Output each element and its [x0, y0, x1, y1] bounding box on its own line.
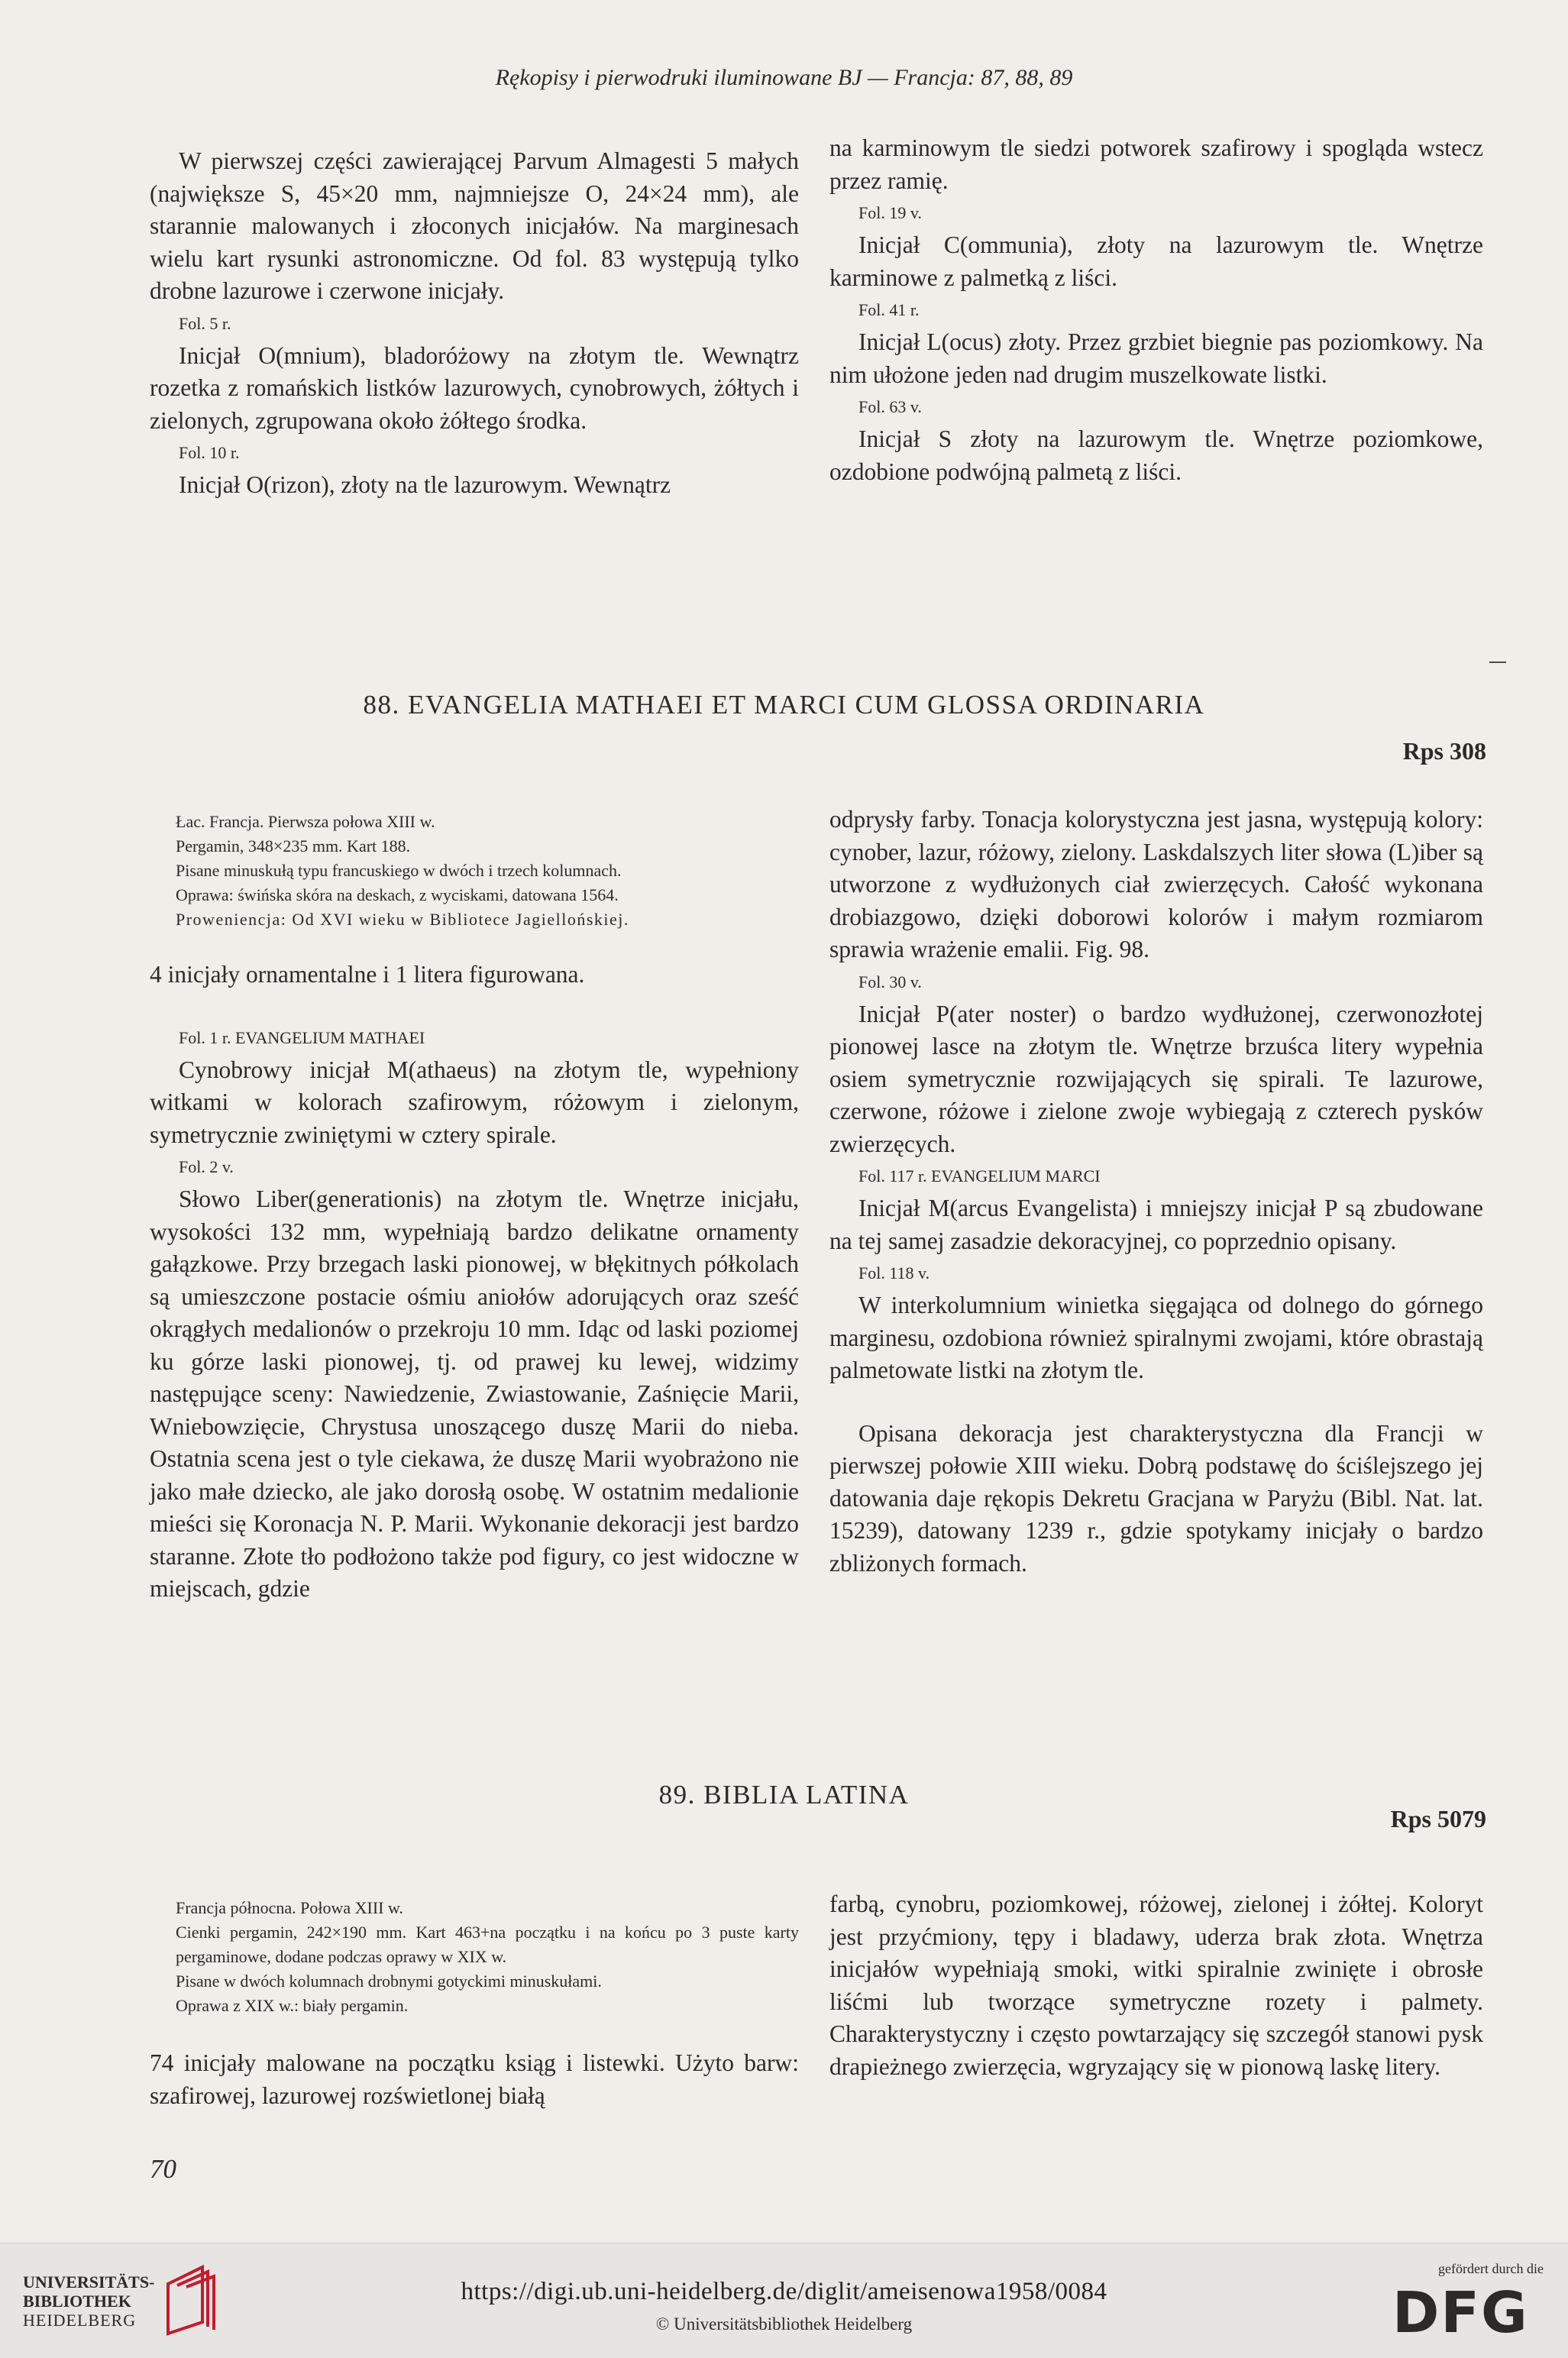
library-name: UNIVERSITÄTS- BIBLIOTHEK HEIDELBERG	[23, 2272, 155, 2330]
paragraph: Opisana dekoracja jest charakterystyczna dla Francji w pierwszej połowie XIII wieku. Dobrą podstawę do ściślejszego jej datowania daje rękopis Dekretu Gracjana w Paryżu (Bibl. Nat. lat. 15239), datowany 1239 r., gdzie spotykamy inicjały o bardzo zbliżonych formach.	[829, 1419, 1483, 1577]
paragraph: farbą, cynobru, poziomkowej, różowej, zielonej i żółtej. Koloryt jest przyćmiony, tępy i bladawy, uderza brak złota. Wnętrza inicjałów wypełniają smoki, witki spiralnie zwinięte i obrosłe liśćmi lub tworzące symetryczne rozety i palmety. Charakterystyczny i często powtarzający się szczegół stanowi pysk drapieżnego zwierzęcia, wgryzający się w pionową laskę litery.	[829, 1891, 1483, 2080]
section-88-right-column	[829, 804, 1483, 1580]
source-url-link[interactable]: https://digi.ub.uni-heidelberg.de/diglit/ameisenowa1958/0084	[461, 2278, 1107, 2305]
paragraph: Inicjał S złoty na lazurowym tle. Wnętrze poziomkowe, ozdobione podwójną palmetą z liści.	[829, 425, 1483, 485]
folio-reference: Fol. 2 v.	[179, 1157, 234, 1176]
meta-line: Pisane w dwóch kolumnach drobnymi gotyckimi minuskułami.	[176, 1971, 602, 1991]
paragraph: W pierwszej części zawierającej Parvum Almagesti 5 małych (największe S, 45×20 mm, najmniejsze O, 24×24 mm), ale starannie malowanych i złoconych inicjałów. Na marginesach wielu kart rysunki astronomiczne. Od fol. 83 występują tylko drobne lazurowe i czerwone inicjały.	[150, 147, 799, 304]
section-89-shelfmark: Rps 5079	[1390, 1805, 1486, 1832]
top-right-column	[829, 132, 1483, 488]
paragraph: Inicjał L(ocus) złoty. Przez grzbiet biegnie pas poziomkowy. Na nim ułożone jeden nad drugim muszelkowate listki.	[829, 328, 1483, 388]
folio-reference: Fol. 63 v.	[858, 397, 922, 416]
paragraph: Inicjał P(ater noster) o bardzo wydłużonej, czerwonozłotej pionowej lasce na złotym tle. Wnętrze brzuśca litery wypełnia osiem symetrycznie rozwijających się spirali. Te lazurowe, czerwone, różowe i zielone zwoje wybiegają z czterech pysków zwierzęcych.	[829, 1000, 1483, 1157]
section-88-shelfmark: Rps 308	[1402, 737, 1486, 765]
meta-line: Łac. Francja. Pierwsza połowa XIII w.	[176, 812, 435, 831]
spacer	[150, 991, 799, 1022]
paragraph: na karminowym tle siedzi potworek szafirowy i spogląda wstecz przez ramię.	[829, 134, 1483, 194]
folio-reference: Fol. 41 r.	[858, 300, 920, 319]
paragraph: Inicjał O(rizon), złoty na tle lazurowym. Wewnątrz	[179, 471, 671, 498]
page-number: 70	[150, 2154, 176, 2184]
paragraph: 4 inicjały ornamentalne i 1 litera figurowana.	[150, 961, 585, 988]
section-88-left-column	[150, 959, 799, 1606]
meta-line: Oprawa: świńska skóra na deskach, z wyciskami, datowana 1564.	[176, 885, 619, 904]
section-89-right-column	[829, 1888, 1483, 2083]
section-88-meta	[176, 810, 799, 932]
meta-line: Pergamin, 348×235 mm. Kart 188.	[176, 836, 411, 856]
folio-reference: Fol. 30 v.	[858, 972, 922, 991]
section-89-title: 89. BIBLIA LATINA	[658, 1780, 910, 1810]
funded-by-label: gefördert durch die	[1438, 2261, 1544, 2276]
section-88-title: 88. EVANGELIA MATHAEI ET MARCI CUM GLOSSA ORDINARIA	[363, 690, 1205, 720]
folio-reference: Fol. 117 r. EVANGELIUM MARCI	[858, 1166, 1101, 1185]
folio-reference: Fol. 10 r.	[179, 443, 240, 462]
paragraph: Cynobrowy inicjał M(athaeus) na złotym tle, wypełniony witkami w kolorach szafirowym, różowym i zielonym, symetrycznie zwiniętymi w cztery spirale.	[150, 1056, 799, 1148]
copyright-notice: © Universitätsbibliothek Heidelberg	[655, 2314, 913, 2334]
meta-line: Proweniencja: Od XVI wieku w Bibliotece Jagiellońskiej.	[176, 910, 629, 929]
folio-reference: Fol. 19 v.	[858, 203, 922, 222]
paragraph: odprysły farby. Tonacja kolorystyczna jest jasna, występują kolory: cynober, lazur, różowy, zielony. Laskdalszych liter słowa (L)iber są utworzone z wydłużonych ciał zwierzęcych. Całość wykonana drobiazgowo, dzięki doborowi kolorów i małym rozmiarom sprawia wrażenie emalii. Fig. 98.	[829, 806, 1483, 962]
section-89-meta	[176, 1896, 799, 2018]
paragraph: W interkolumnium winietka sięgająca od dolnego do górnego marginesu, ozdobiona również spiralnymi zwojami, które obrastają palmetowate listki na złotym tle.	[829, 1292, 1483, 1383]
paragraph: Inicjał O(mnium), bladoróżowy na złotym tle. Wewnątrz rozetka z romańskich listków lazurowych, cynobrowych, żółtych i zielonych, zgrupowana około żółtego środka.	[150, 341, 799, 434]
folio-reference: Fol. 5 r.	[179, 313, 231, 333]
meta-line: Francja północna. Połowa XIII w.	[176, 1898, 403, 1917]
paragraph: 74 inicjały malowane na początku ksiąg i listewki. Użyto barw: szafirowej, lazurowej rozświetlonej białą	[150, 2049, 799, 2109]
section-89-left-column	[150, 2047, 799, 2112]
meta-line: Pisane minuskułą typu francuskiego w dwóch i trzech kolumnach.	[176, 861, 622, 880]
dfg-logo: DFG	[1392, 2280, 1529, 2346]
meta-line: Oprawa z XIX w.: biały pergamin.	[176, 1996, 409, 2015]
paragraph: Słowo Liber(generationis) na złotym tle. Wnętrze inicjału, wysokości 132 mm, wypełniają bardzo delikatne ornamenty gałązkowe. Przy brzegach laski pionowej, w błękitnych półkolach są umieszczone postacie ośmiu aniołów adorujących oraz sześć okrągłych medalionów o przekroju 10 mm. Idąc od laski poziomej ku górze laski pionowej, tj. od prawej ku lewej, widzimy następujące sceny: Nawiedzenie, Zwiastowanie, Zaśnięcie Marii, Wniebowzięcie, Chrystusa unoszącego duszę Marii do nieba. Ostatnia scena jest o tyle ciekawa, że duszę Marii wyobrażono nie jako małe dziecko, ale jako dorosłą osobę. W ostatnim medalionie mieści się Koronacja N. P. Marii. Wykonanie dekoracji jest bardzo staranne. Złote tło podłożono także pod figury, co jest widoczne w miejscach, gdzie	[150, 1185, 799, 1602]
meta-line: Cienki pergamin, 242×190 mm. Kart 463+na początku i na końcu po 3 puste karty pergaminowe, dodane podczas oprawy w XIX w.	[176, 1923, 799, 1966]
margin-dash	[1489, 661, 1506, 663]
paragraph: Inicjał C(ommunia), złoty na lazurowym tle. Wnętrze karminowe z palmetką z liści.	[829, 231, 1483, 291]
top-left-column	[150, 145, 799, 502]
folio-reference: Fol. 1 r. EVANGELIUM MATHAEI	[179, 1027, 425, 1047]
folio-reference: Fol. 118 v.	[858, 1263, 930, 1283]
paragraph: Inicjał M(arcus Evangelista) i mniejszy inicjał P są zbudowane na tej samej zasadzie dekoracyjnej, co poprzednio opisany.	[829, 1195, 1483, 1254]
running-header: Rękopisy i pierwodruki iluminowane BJ — Francja: 87, 88, 89	[495, 65, 1073, 90]
spacer	[829, 1387, 1483, 1418]
